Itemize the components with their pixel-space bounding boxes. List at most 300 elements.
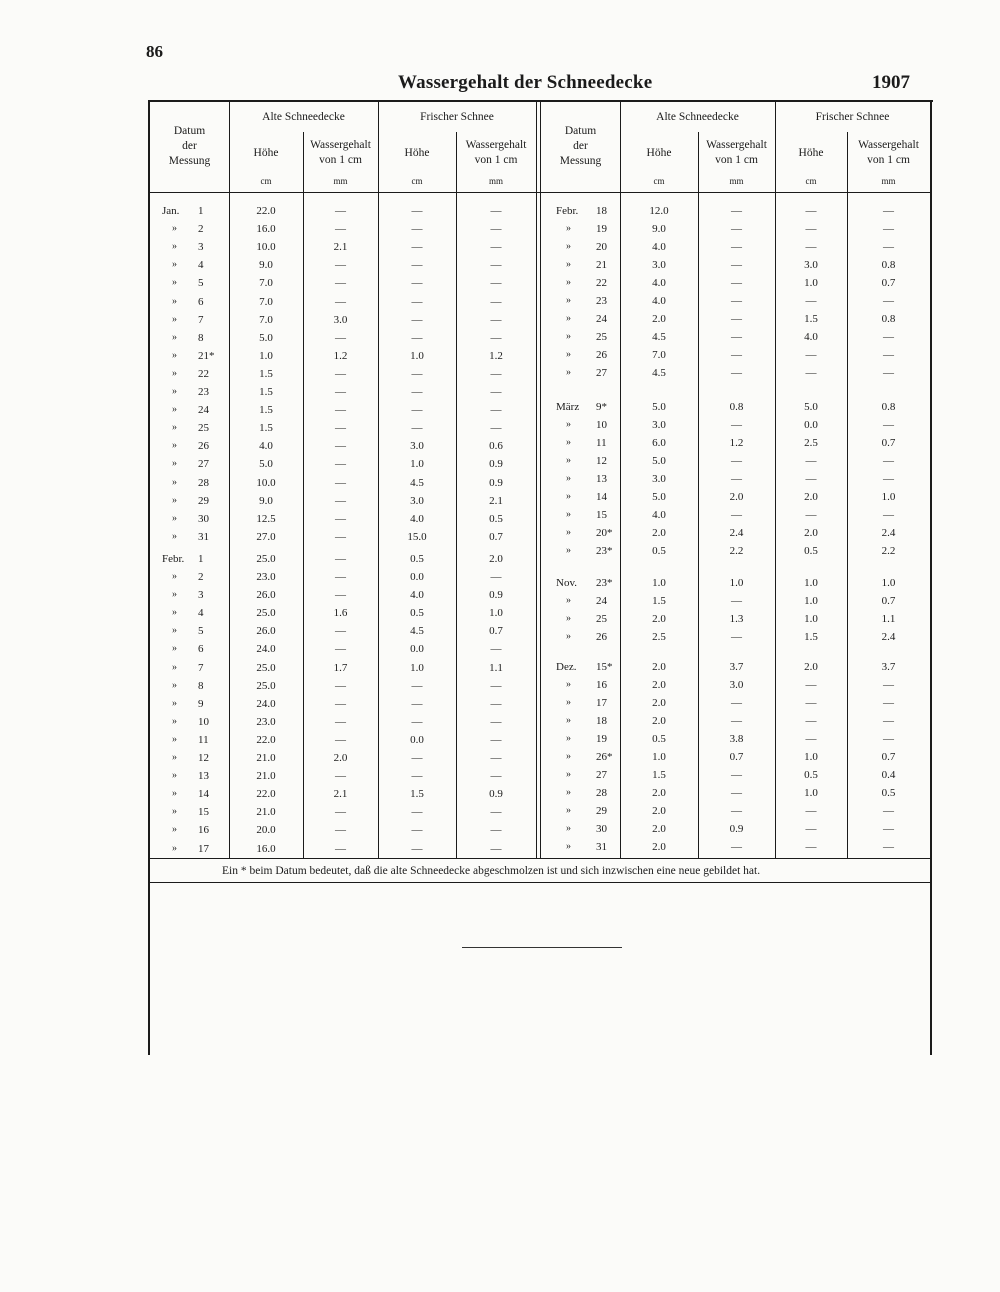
left-row-fh: — (411, 259, 423, 272)
left-row-fh: — (411, 806, 423, 819)
right-row-fh: 1.0 (804, 751, 818, 763)
left-row-aw: — (335, 494, 346, 507)
left-row-fw: — (490, 404, 502, 417)
right-row-ah: 4.0 (652, 277, 666, 289)
right-row-fw: 0.5 (881, 787, 896, 799)
left-row-m: » (172, 530, 177, 542)
left-row-aw: — (335, 259, 346, 272)
left-row-m: » (172, 331, 177, 343)
left-row-d: 28 (198, 476, 209, 489)
right-row-fh: — (805, 509, 817, 521)
right-row-aw: 0.7 (729, 751, 744, 763)
left-row-aw: — (335, 571, 346, 583)
left-row-ah: 12.5 (256, 512, 276, 525)
left-row-m: » (172, 643, 177, 655)
right-row-ah: 12.0 (649, 205, 669, 217)
left-row-m: Febr. (162, 552, 185, 565)
left-row-fw: — (490, 313, 502, 326)
left-row-fw: — (490, 842, 502, 855)
right-row-d: 26* (596, 751, 613, 763)
left-row-fh: — (411, 205, 423, 217)
right-row-aw: — (731, 455, 742, 467)
right-row-aw: — (731, 697, 742, 709)
left-row-aw: — (335, 331, 346, 344)
right-row-fw: — (883, 679, 894, 691)
left-row-m: » (172, 440, 177, 452)
right-row-fw: — (883, 419, 894, 431)
left-row-d: 16 (198, 824, 209, 837)
left-row-ah: 24.0 (256, 697, 276, 710)
left-row-d: 9 (198, 697, 204, 710)
left-row-fw: — (490, 241, 502, 254)
left-row-d: 7 (198, 313, 204, 326)
right-row-ah: 2.0 (652, 313, 666, 325)
left-row-aw: — (335, 697, 346, 710)
left-row-fw: — (490, 770, 502, 783)
right-row-m: Nov. (556, 577, 577, 589)
left-row-d: 27 (198, 458, 209, 471)
right-row-ah: 0.5 (652, 733, 666, 745)
left-row-fw: 0.9 (489, 476, 503, 489)
left-row-d: 5 (198, 625, 204, 638)
right-row-ah: 5.0 (652, 401, 666, 413)
left-row-aw: — (335, 512, 346, 525)
right-row-m: » (566, 295, 571, 306)
right-row-aw: 3.7 (729, 661, 744, 673)
right-row-m: » (566, 331, 571, 342)
right-row-d: 20 (596, 241, 607, 253)
right-row-fh: — (805, 733, 817, 745)
right-row-fh: — (805, 715, 817, 727)
right-row-ah: 2.0 (652, 527, 666, 539)
right-row-m: » (566, 787, 571, 798)
left-row-d: 6 (198, 643, 204, 656)
right-row-m: » (566, 733, 571, 744)
right-row-d: 25 (596, 331, 607, 343)
header-datum: Datum der Messung (559, 125, 602, 167)
right-row-ah: 2.0 (652, 613, 666, 625)
right-row-fh: 2.5 (804, 437, 818, 449)
right-row-d: 18 (596, 205, 607, 217)
right-row-aw: — (731, 631, 742, 643)
left-row-m: » (172, 494, 177, 506)
right-row-d: 25 (596, 613, 607, 625)
left-row-fw: 2.0 (489, 552, 503, 565)
right-row-aw: — (731, 715, 742, 727)
left-row-ah: 21.0 (256, 752, 276, 764)
left-row-fh: — (411, 241, 423, 254)
right-row-d: 29 (596, 805, 607, 817)
right-row-d: 20* (596, 527, 613, 539)
right-row-fh: 0.0 (804, 419, 818, 431)
left-row-m: » (172, 752, 177, 763)
left-row-ah: 27.0 (256, 530, 276, 543)
right-row-d: 16 (596, 679, 607, 691)
right-row-fh: 0.5 (804, 545, 818, 557)
left-row-d: 1 (198, 552, 204, 565)
right-row-fh: — (805, 205, 817, 217)
right-row-m: » (566, 697, 571, 708)
right-row-ah: 2.0 (652, 787, 666, 799)
right-row-ah: 0.5 (652, 545, 666, 557)
left-row-m: » (172, 277, 177, 289)
left-row-d: 26 (198, 440, 209, 453)
left-row-m: » (172, 422, 177, 434)
left-row-fh: 3.0 (410, 494, 424, 507)
right-row-fh: 3.0 (804, 259, 818, 271)
right-row-m: » (566, 241, 571, 252)
left-row-m: » (172, 295, 177, 307)
left-row-ah: 1.5 (259, 404, 273, 417)
right-row-aw: 3.8 (729, 733, 744, 745)
left-row-fh: — (411, 404, 423, 417)
right-row-fh: — (805, 223, 817, 235)
left-row-m: » (172, 476, 177, 488)
right-row-m: » (566, 491, 571, 502)
right-row-d: 26 (596, 349, 607, 361)
left-row-ah: 20.0 (256, 824, 276, 837)
right-row-ah: 3.0 (652, 473, 666, 485)
left-row-aw: — (335, 842, 346, 855)
left-row-d: 30 (198, 512, 209, 525)
left-row-m: » (172, 386, 177, 397)
left-row-ah: 26.0 (256, 589, 276, 602)
left-row-aw: 1.2 (333, 349, 348, 362)
left-row-d: 1 (198, 205, 204, 217)
left-row-fh: 0.0 (410, 643, 424, 656)
right-row-d: 24 (596, 313, 607, 325)
left-row-fh: 0.5 (410, 552, 424, 565)
right-row-d: 24 (596, 595, 607, 607)
right-row-d: 15* (596, 661, 613, 673)
left-row-fw: 0.9 (489, 589, 503, 602)
header-hoehe: Höhe (646, 147, 672, 159)
right-row-fw: — (883, 367, 894, 379)
left-row-aw: — (335, 404, 346, 417)
left-row-d: 24 (198, 404, 209, 417)
right-row-fh: 1.0 (804, 577, 818, 589)
left-row-aw: — (335, 806, 346, 819)
right-row-aw: — (731, 367, 742, 379)
unit-mm: mm (729, 176, 744, 186)
left-row-fw: — (490, 697, 502, 710)
right-row-ah: 6.0 (652, 437, 666, 449)
left-row-m: » (172, 589, 177, 601)
left-row-d: 13 (198, 770, 209, 783)
left-row-m: » (172, 679, 177, 691)
right-row-m: » (566, 437, 571, 448)
left-row-fh: 15.0 (407, 530, 427, 543)
header-frischer-schnee: Frischer Schnee (815, 111, 890, 123)
right-row-d: 22 (596, 277, 607, 289)
right-row-fh: 1.0 (804, 277, 818, 289)
header-hoehe: Höhe (404, 147, 430, 159)
right-row-m: März (556, 401, 580, 413)
left-row-fw: 0.9 (489, 458, 503, 471)
right-row-fw: — (883, 241, 894, 253)
right-row-fw: 0.7 (881, 437, 896, 449)
left-row-m: » (172, 241, 177, 253)
right-row-ah: 5.0 (652, 455, 666, 467)
left-row-fh: — (411, 697, 423, 710)
right-row-fw: 3.7 (881, 661, 896, 673)
right-row-m: » (566, 769, 571, 780)
right-row-d: 13 (596, 473, 607, 485)
left-row-d: 8 (198, 679, 204, 692)
left-row-fh: — (411, 277, 423, 290)
right-row-fw: — (883, 331, 894, 343)
left-row-d: 4 (198, 607, 204, 620)
left-row-m: » (172, 512, 177, 524)
right-row-ah: 2.0 (652, 805, 666, 817)
right-row-fh: 2.0 (804, 491, 818, 503)
right-row-aw: — (731, 805, 742, 817)
center-double-rule (540, 102, 541, 858)
right-row-m: » (566, 805, 571, 816)
right-row-aw: — (731, 349, 742, 361)
right-row-aw: — (731, 295, 742, 307)
left-row-fw: — (490, 806, 502, 819)
left-row-ah: 21.0 (256, 806, 276, 819)
right-row-m: » (566, 349, 571, 360)
header-frischer-schnee: Frischer Schnee (420, 111, 494, 123)
right-row-d: 18 (596, 715, 607, 727)
right-row-aw: 0.8 (729, 401, 744, 413)
left-row-d: 29 (198, 494, 209, 507)
right-row-d: 21 (596, 259, 607, 271)
right-row-fh: — (805, 679, 817, 691)
left-row-ah: 7.0 (259, 295, 273, 308)
left-row-aw: — (335, 440, 346, 453)
left-row-aw: — (335, 770, 346, 783)
right-row-ah: 2.0 (652, 697, 666, 709)
right-row-fw: 2.4 (881, 527, 896, 539)
right-row-fw: 1.1 (881, 613, 896, 625)
left-row-fh: — (411, 770, 423, 783)
right-row-fh: 1.5 (804, 313, 818, 325)
left-row-fh: 4.0 (410, 589, 424, 602)
left-row-fh: 1.5 (410, 788, 424, 801)
left-row-ah: 25.0 (256, 552, 276, 565)
right-row-fw: 0.4 (881, 769, 896, 781)
right-row-fh: 0.5 (804, 769, 818, 781)
unit-cm: cm (805, 176, 817, 186)
left-row-ah: 5.0 (259, 458, 273, 471)
left-row-d: 3 (198, 589, 204, 602)
left-row-m: » (172, 349, 177, 361)
right-row-d: 30 (596, 823, 607, 835)
left-row-fw: — (490, 331, 502, 344)
right-row-fh: — (805, 841, 817, 853)
right-row-d: 10 (596, 419, 607, 431)
unit-mm: mm (881, 176, 896, 186)
left-row-m: » (172, 733, 177, 745)
left-row-fh: — (411, 386, 423, 398)
left-row-d: 23 (198, 386, 209, 398)
right-row-aw: — (731, 241, 742, 253)
right-row-d: 27 (596, 769, 607, 781)
left-row-fw: — (490, 277, 502, 290)
left-row-d: 3 (198, 241, 204, 254)
right-row-m: » (566, 223, 571, 234)
left-row-aw: — (335, 458, 346, 471)
left-row-fw: — (490, 824, 502, 837)
left-row-fw: — (490, 571, 502, 583)
left-row-aw: 3.0 (333, 313, 348, 326)
right-row-fw: 0.7 (881, 595, 896, 607)
left-row-fw: 1.2 (489, 349, 503, 362)
right-row-aw: — (731, 419, 742, 431)
left-row-m: » (172, 607, 177, 619)
right-row-aw: 1.0 (729, 577, 744, 589)
left-row-fh: 4.5 (410, 625, 424, 638)
right-row-aw: 1.2 (729, 437, 744, 449)
left-row-aw: — (335, 223, 346, 236)
right-row-m: » (566, 715, 571, 726)
left-row-ah: 1.0 (259, 349, 273, 362)
left-row-fw: 2.1 (489, 494, 503, 507)
left-row-d: 12 (198, 752, 209, 764)
left-row-fh: — (411, 367, 423, 380)
left-row-d: 10 (198, 715, 209, 728)
left-row-fw: — (490, 752, 502, 764)
right-row-aw: — (731, 331, 742, 343)
right-row-fw: 1.0 (881, 577, 896, 589)
right-row-ah: 4.0 (652, 241, 666, 253)
right-row-m: » (566, 545, 571, 556)
left-row-m: » (172, 697, 177, 709)
left-row-ah: 22.0 (256, 788, 276, 801)
right-row-fh: 2.0 (804, 527, 818, 539)
unit-cm: cm (260, 176, 272, 186)
right-row-fw: 0.7 (881, 277, 896, 289)
left-row-ah: 10.0 (256, 476, 276, 489)
right-row-fh: — (805, 349, 817, 361)
left-row-fw: — (490, 733, 502, 746)
right-row-fw: — (883, 349, 894, 361)
right-row-ah: 2.0 (652, 661, 666, 673)
header-hoehe: Höhe (798, 147, 824, 159)
right-row-d: 26 (596, 631, 607, 643)
left-row-d: 14 (198, 788, 209, 801)
right-row-aw: 2.4 (729, 527, 744, 539)
left-row-fh: — (411, 422, 423, 435)
unit-mm: mm (333, 176, 348, 186)
left-row-aw: — (335, 476, 346, 489)
header-alte-schneedecke: Alte Schneedecke (262, 111, 345, 123)
right-row-fh: 4.0 (804, 331, 818, 343)
right-row-ah: 9.0 (652, 223, 666, 235)
right-row-fw: — (883, 295, 894, 307)
right-row-fw: 0.8 (881, 313, 896, 325)
left-row-aw: — (335, 715, 346, 728)
left-row-ah: 21.0 (256, 770, 276, 783)
left-row-m: » (172, 404, 177, 416)
right-row-d: 28 (596, 787, 607, 799)
left-row-fw: 0.7 (489, 530, 503, 543)
right-row-fh: — (805, 295, 817, 307)
left-row-d: 31 (198, 530, 209, 543)
left-row-fw: — (490, 223, 502, 236)
header-wassergehalt: Wassergehalt von 1 cm (706, 139, 767, 166)
center-double-rule (536, 102, 537, 858)
left-row-ah: 7.0 (259, 277, 273, 290)
right-row-ah: 1.5 (652, 595, 666, 607)
left-row-ah: 1.5 (259, 367, 273, 380)
left-row-fw: 0.5 (489, 512, 503, 525)
left-row-fh: — (411, 295, 423, 308)
right-row-d: 31 (596, 841, 607, 853)
left-row-fw: — (490, 205, 502, 217)
left-row-fh: 0.0 (410, 571, 424, 583)
right-row-m: » (566, 751, 571, 762)
left-row-fw: 0.6 (489, 440, 503, 453)
table-frame-left (148, 100, 150, 1055)
left-row-aw: — (335, 422, 346, 435)
left-row-d: 21* (198, 349, 215, 362)
right-row-aw: 3.0 (729, 679, 744, 691)
right-row-aw: — (731, 223, 742, 235)
right-row-ah: 3.0 (652, 259, 666, 271)
right-row-fw: — (883, 473, 894, 485)
right-row-ah: 2.0 (652, 715, 666, 727)
right-row-fh: 1.5 (804, 631, 818, 643)
left-row-m: » (172, 788, 177, 800)
right-row-m: Dez. (556, 661, 577, 673)
right-row-fw: 2.4 (881, 631, 896, 643)
right-row-ah: 4.0 (652, 509, 666, 521)
left-row-fh: 0.5 (410, 607, 424, 620)
right-row-fh: — (805, 823, 817, 835)
right-row-m: » (566, 823, 571, 834)
left-row-aw: — (335, 643, 346, 656)
left-row-fh: 1.0 (410, 661, 424, 674)
left-row-fw: — (490, 679, 502, 692)
left-row-fw: 1.1 (489, 661, 503, 674)
left-row-ah: 9.0 (259, 494, 273, 507)
left-row-aw: 2.0 (333, 752, 348, 764)
left-row-ah: 25.0 (256, 607, 276, 620)
right-row-fw: 0.8 (881, 401, 896, 413)
left-row-aw: — (335, 589, 346, 602)
left-row-aw: 2.1 (333, 788, 348, 801)
left-row-aw: — (335, 367, 346, 380)
left-row-aw: — (335, 625, 346, 638)
left-row-m: » (172, 223, 177, 235)
left-row-fw: — (490, 367, 502, 380)
left-row-fh: 3.0 (410, 440, 424, 453)
table-frame-right (930, 100, 932, 1055)
left-row-ah: 16.0 (256, 223, 276, 236)
right-row-aw: — (731, 277, 742, 289)
left-row-d: 25 (198, 422, 209, 435)
left-row-m: » (172, 367, 177, 379)
right-row-fw: 2.2 (881, 545, 896, 557)
left-row-m: » (172, 842, 177, 854)
left-row-ah: 26.0 (256, 625, 276, 638)
header-wassergehalt: Wassergehalt von 1 cm (310, 139, 371, 166)
right-row-aw: — (731, 787, 742, 799)
right-row-ah: 1.5 (652, 769, 666, 781)
left-row-ah: 22.0 (256, 733, 276, 746)
header-hoehe: Höhe (253, 147, 279, 159)
left-row-aw: — (335, 530, 346, 543)
left-row-fh: — (411, 331, 423, 344)
left-row-fh: 1.0 (410, 458, 424, 471)
right-row-ah: 2.5 (652, 631, 666, 643)
right-row-ah: 4.5 (652, 367, 666, 379)
left-row-ah: 25.0 (256, 679, 276, 692)
